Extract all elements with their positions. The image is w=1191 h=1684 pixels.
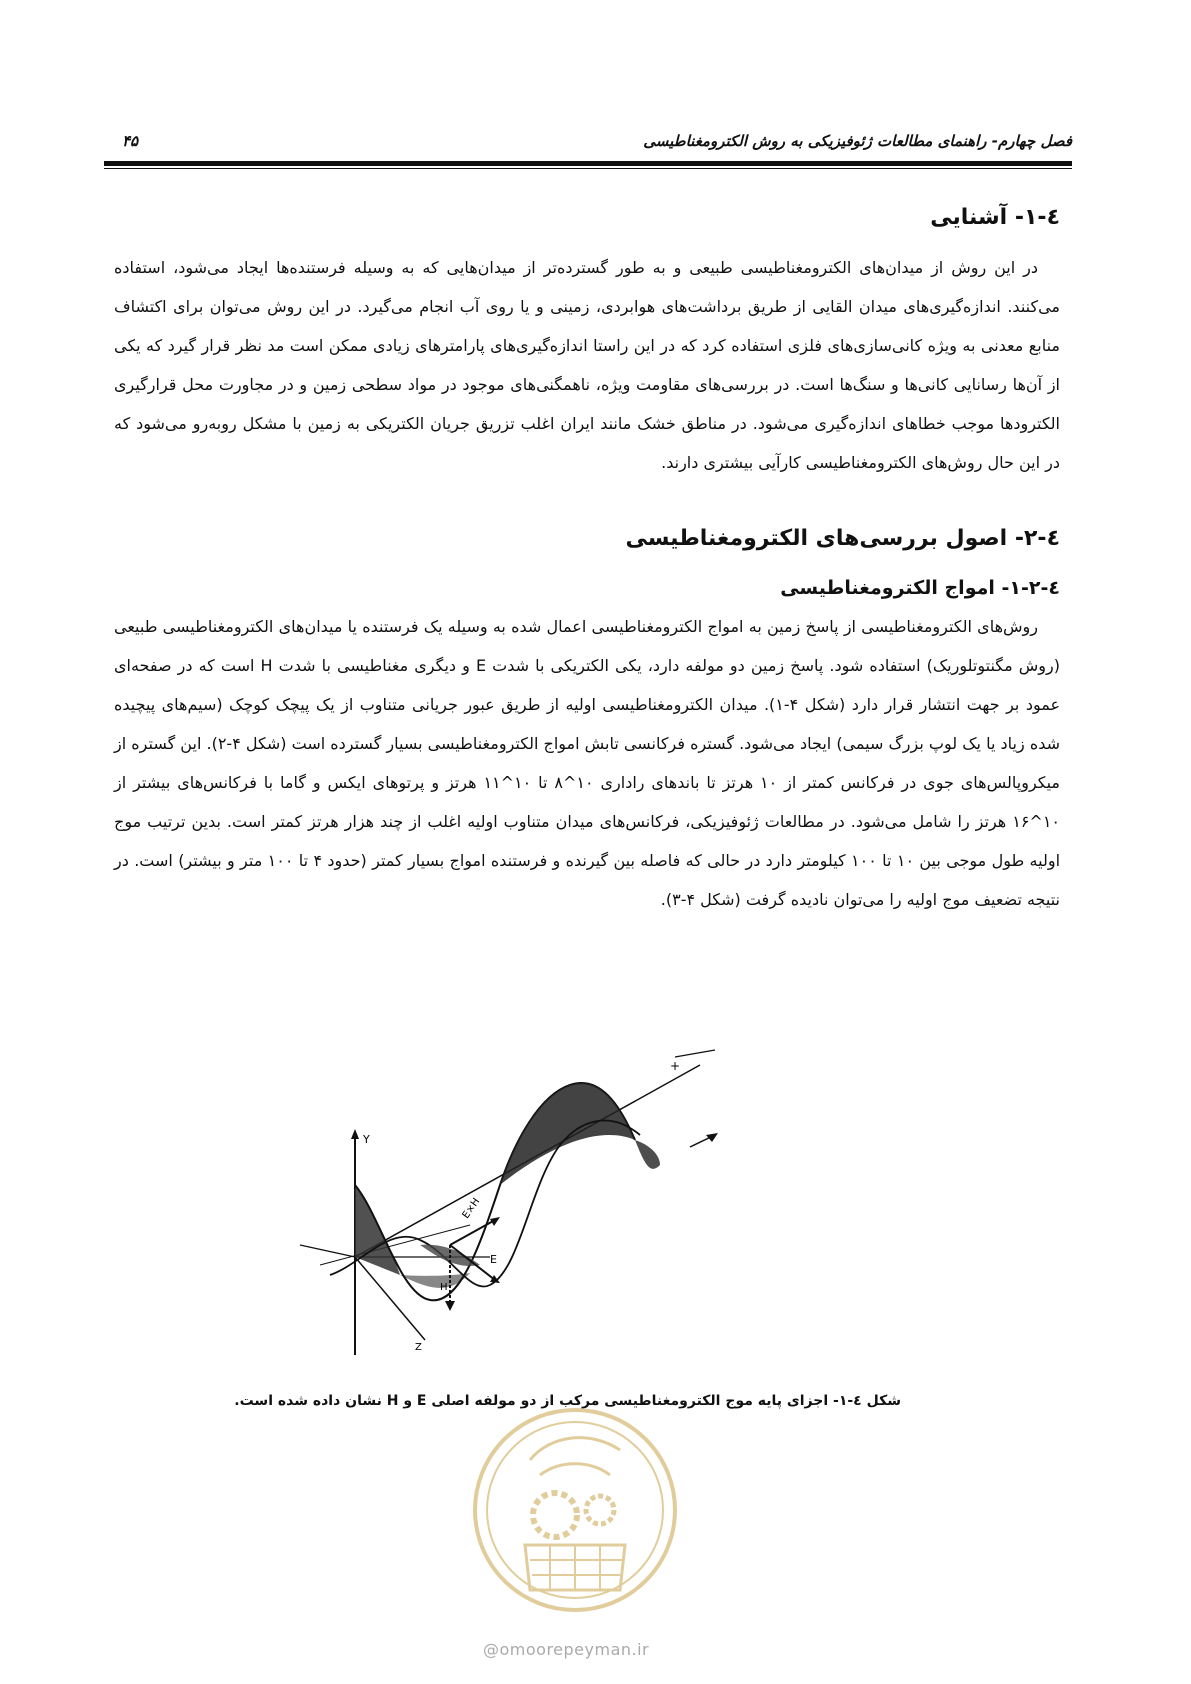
em-waves-paragraph: روش‌های الکترومغناطیسی از پاسخ زمین به امواج الکترومغناطیسی اعمال شده به وسیله یک فرستنده یا میدان‌های الکترومغناطیسی طبیعی (روش مگنتوتلوریک) استفاده شود. پاسخ زمین دو مولفه دارد، یکی الکتریکی با شدت E و دیگری مغناطیسی با شدت H است که در صفحه‌ای عمود بر جهت انتشار قرار دارد (شکل ۴-۱). میدان الکترومغناطیسی اولیه از طریق عبور جریانی متناوب از یک پیچک کوچک (سیم‌های پیچیده شده زیاد یا یک لوپ بزرگ سیمی) ایجاد می‌شود. گستره فرکانسی تابش امواج الکترومغناطیسی بسیار گسترده است (شکل ۴-۲). این گستره از میکروپالس‌های جوی در فرکانس کمتر از ۱۰ هرتز تا باندهای راداری ۱۰^۸ تا ۱۰^۱۱ هرتز و پرتوهای ایکس و گاما با فرکانس‌های بیشتر از ۱۰^۱۶ هرتز را شامل می‌شود. در مطالعات ژئوفیزیکی، فرکانس‌های میدان متناوب اولیه اغلب از چند هزار هرتز کمتر است. بدین ترتیب موج اولیه طول موجی بین ۱۰ تا ۱۰۰ کیلومتر دارد در حالی که فاصله بین گیرنده و فرستنده امواج بسیار کمتر (حدود ۴ تا ۱۰۰ متر و بیشتر) است. در نتیجه تضعیف موج اولیه را می‌توان نادیده گرفت (شکل ۴-۳). <box>114 617 1061 909</box>
h-field-label: H <box>440 1282 448 1293</box>
page-header <box>104 126 1072 156</box>
page-number: ۴۵ <box>122 132 139 150</box>
em-wave-figure <box>330 1059 810 1365</box>
poynting-vector-head <box>490 1217 500 1226</box>
subsection-heading-em-waves: ٤-٢-١- امواج الکترومغناطیسی <box>780 577 1060 599</box>
watermark-seal <box>470 1405 680 1615</box>
side-arrow-head <box>706 1133 718 1142</box>
poynting-label: E×H <box>460 1196 483 1221</box>
poynting-vector <box>450 1220 495 1245</box>
e-field-lobe-3 <box>500 1083 635 1185</box>
h-field-lobe-2 <box>635 1140 660 1169</box>
section-heading-principles: ٤-٢- اصول بررسی‌های الکترومغناطیسی <box>625 526 1060 551</box>
e-field-lobe-1 <box>355 1185 400 1275</box>
y-axis-arrow <box>351 1129 359 1139</box>
header-rule-thick <box>104 161 1072 166</box>
gear-icon <box>533 1493 577 1537</box>
page-content <box>114 205 1060 919</box>
gear-icon-2 <box>586 1496 614 1524</box>
section-heading-introduction: ٤-١- آشنایی <box>930 205 1060 230</box>
seal-calligraphy <box>530 1438 620 1475</box>
horizontal-axis <box>300 1245 355 1257</box>
e-field-label: E <box>490 1253 497 1266</box>
figure-caption: شکل ٤-١- اجزای پایه موج الکترومغناطیسی مرکب از دو مولفه اصلی E و H نشان داده شده است. <box>234 1393 901 1409</box>
header-rule-thin <box>104 168 1072 169</box>
h-vector-head <box>445 1301 455 1311</box>
x-axis-label: + <box>670 1059 681 1073</box>
watermark-url: @omoorepeyman.ir <box>483 1640 650 1659</box>
z-axis-label: Z <box>415 1342 422 1353</box>
introduction-paragraph: در این روش از میدان‌های الکترومغناطیسی طبیعی و به طور گسترده‌تر از میدان‌هایی که به وسیله فرستنده‌ها ایجاد می‌شود، استفاده می‌کنند. اندازه‌گیری‌های میدان القایی از طریق برداشت‌های هوابردی، زمینی و یا روی آب انجام می‌گیرد. در این روش می‌توان برای اکتشاف منابع معدنی به ویژه کانی‌سازی‌های فلزی استفاده کرد که در این راستا اندازه‌گیری‌های پارامترهای زیادی ممکن است مد نظر قرار گیرد که یکی از آن‌ها رسانایی کانی‌ها و سنگ‌ها است. در بررسی‌های مقاومت ویژه، ناهمگنی‌های موجود در مواد سطحی زمین و در مجاورت محل قرارگیری الکترودها موجب خطاهای اندازه‌گیری می‌شود. در مناطق خشک مانند ایران اغلب تزریق جریان الکتریکی به زمین با مشکل روبه‌رو می‌شود که در این حال روش‌های الکترومغناطیسی کارآیی بیشتری دارند. <box>114 258 1060 472</box>
x-axis-tail <box>675 1050 715 1057</box>
chapter-title: فصل چهارم- راهنمای مطالعات ژئوفیزیکی به روش الکترومغناطیسی <box>643 132 1072 150</box>
y-axis-label: Y <box>363 1133 370 1146</box>
